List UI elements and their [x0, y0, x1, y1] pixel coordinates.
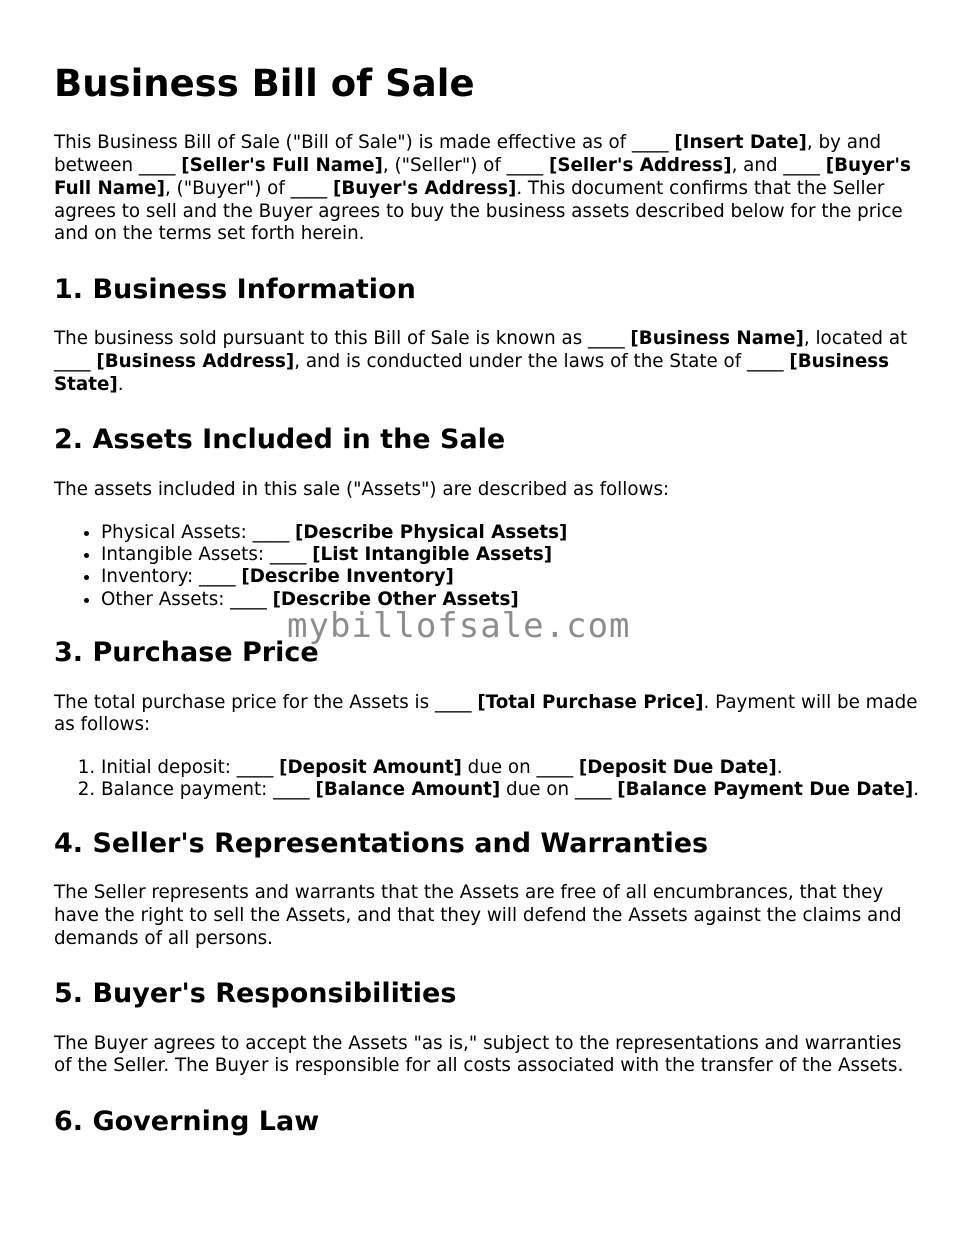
section-heading-business-information: 1. Business Information [54, 273, 416, 305]
payment-text: Initial deposit: ____ [101, 756, 280, 778]
seller-name-placeholder: [Seller's Full Name] [181, 155, 383, 177]
payment-text: . [776, 756, 783, 778]
asset-placeholder: [List Intangible Assets] [312, 543, 553, 565]
intro-paragraph [54, 132, 924, 246]
seller-address-placeholder: [Seller's Address] [548, 155, 732, 177]
asset-placeholder: [Describe Other Assets] [272, 588, 519, 610]
s1-text-3: , and is conducted under the laws of the State of ____ [294, 351, 790, 372]
deposit-amount-placeholder: [Deposit Amount] [279, 756, 462, 778]
asset-label: Intangible Assets: ____ [101, 543, 313, 565]
intro-text-5: , ("Buyer") of ____ [164, 177, 333, 199]
asset-placeholder: [Describe Physical Assets] [295, 521, 568, 543]
assets-list [54, 522, 924, 612]
intro-text-3: , ("Seller") of ____ [382, 155, 549, 177]
list-item [101, 522, 924, 544]
intro-text-2: , by and between ____ [54, 132, 882, 177]
intro-text-1: This Business Bill of Sale ("Bill of Sale") is made effective as of ____ [54, 132, 675, 154]
business-address-placeholder: [Business Address] [96, 351, 295, 372]
s1-text-4: . [117, 373, 124, 395]
list-item [101, 566, 924, 588]
buyer-address-placeholder: [Buyer's Address] [332, 177, 517, 199]
watermark: mybillofsale.com [287, 606, 631, 646]
s1-text-1: The business sold pursuant to this Bill of Sale is known as ____ [54, 328, 631, 350]
section-heading-assets: 2. Assets Included in the Sale [54, 424, 506, 456]
section-heading-governing-law: 6. Governing Law [54, 1106, 320, 1138]
asset-label: Inventory: ____ [101, 566, 242, 588]
balance-amount-placeholder: [Balance Amount] [315, 779, 501, 801]
document-title: Business Bill of Sale [54, 62, 475, 105]
asset-label: Other Assets: ____ [101, 588, 273, 610]
assets-paragraph: The assets included in this sale ("Assets") are described as follows: [54, 478, 670, 500]
section-heading-buyer-responsibilities: 5. Buyer's Responsibilities [54, 978, 457, 1010]
list-item [101, 779, 924, 801]
s3-text-1: The total purchase price for the Assets is ____ [54, 691, 478, 713]
document-page [54, 62, 924, 1160]
asset-placeholder: [Describe Inventory] [241, 566, 454, 588]
business-information-paragraph [54, 328, 924, 396]
intro-text-6: . This document confirms that the Seller agrees to sell and the Buyer agrees to buy the business assets described below for the price and on the terms set forth herein. [54, 177, 903, 245]
deposit-date-placeholder: [Deposit Due Date] [578, 756, 777, 778]
s1-text-2: , located at ____ [54, 328, 908, 372]
purchase-price-paragraph [54, 692, 924, 737]
payment-text: due on ____ [500, 779, 618, 801]
section-heading-purchase-price: 3. Purchase Price [54, 637, 319, 669]
list-item [101, 757, 924, 779]
intro-text-4: , and ____ [731, 155, 826, 177]
balance-date-placeholder: [Balance Payment Due Date] [617, 779, 914, 801]
payment-text: . [913, 779, 920, 801]
business-state-placeholder: [Business State] [54, 351, 889, 395]
buyer-responsibilities-paragraph: The Buyer agrees to accept the Assets "as is," subject to the representations and warranties of the Seller. The Buyer is responsible for all costs associated with the transfer of the Assets. [54, 1032, 904, 1077]
s3-text-2: . Payment will be made as follows: [54, 691, 918, 736]
payment-list [54, 757, 924, 802]
business-name-placeholder: [Business Name] [630, 328, 804, 350]
payment-text: Balance payment: ____ [101, 779, 316, 801]
list-item [101, 589, 924, 611]
payment-text: due on ____ [461, 756, 579, 778]
buyer-name-placeholder: [Buyer's Full Name] [54, 155, 911, 199]
seller-warranties-paragraph: The Seller represents and warrants that the Assets are free of all encumbrances, that they have the right to sell the Assets, and that they will defend the Assets against the claims and demands of all persons. [54, 882, 902, 949]
asset-label: Physical Assets: ____ [101, 521, 296, 543]
total-price-placeholder: [Total Purchase Price] [477, 691, 704, 713]
insert-date-placeholder: [Insert Date] [674, 132, 807, 154]
list-item [101, 544, 924, 566]
section-heading-seller-warranties: 4. Seller's Representations and Warranties [54, 827, 709, 859]
